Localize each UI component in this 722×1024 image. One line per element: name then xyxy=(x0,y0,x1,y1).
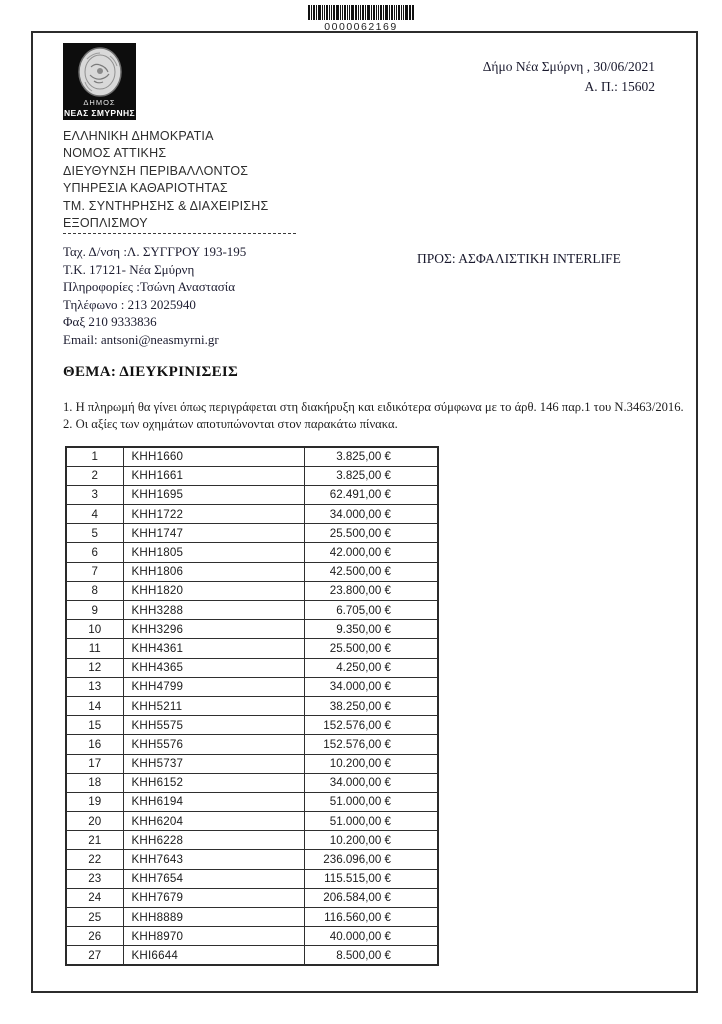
plate-cell: KHH5575 xyxy=(123,716,304,735)
agency-line: ΤΜ. ΣΥΝΤΗΡΗΣΗΣ & ΔΙΑΧΕΙΡΙΣΗΣ xyxy=(63,198,269,213)
plate-cell: KHH3296 xyxy=(123,620,304,639)
agency-line: ΝΟΜΟΣ ΑΤΤΙΚΗΣ xyxy=(63,146,167,161)
plate-cell: KHH1660 xyxy=(123,447,304,466)
table-row xyxy=(66,601,438,620)
row-number-cell: 1 xyxy=(66,447,123,466)
contact-info-block xyxy=(63,243,246,349)
plate-cell: KHH1695 xyxy=(123,485,304,504)
row-number-cell: 10 xyxy=(66,620,123,639)
value-cell: 236.096,00 € xyxy=(304,850,438,869)
row-number-cell: 7 xyxy=(66,562,123,581)
row-number-cell: 21 xyxy=(66,831,123,850)
barcode-number: 0000062169 xyxy=(324,21,398,33)
contact-line: Τ.Κ. 17121- Νέα Σμύρνη xyxy=(63,261,195,277)
table-row xyxy=(66,850,438,869)
row-number-cell: 19 xyxy=(66,792,123,811)
value-cell: 51.000,00 € xyxy=(304,812,438,831)
body-points xyxy=(63,399,695,433)
vehicle-values-table-body xyxy=(66,447,438,965)
row-number-cell: 13 xyxy=(66,677,123,696)
value-cell: 51.000,00 € xyxy=(304,792,438,811)
contact-line: Πληροφορίες :Τσώνη Αναστασία xyxy=(63,279,236,295)
table-row xyxy=(66,677,438,696)
value-cell: 34.000,00 € xyxy=(304,773,438,792)
value-cell: 206.584,00 € xyxy=(304,888,438,907)
logo-neas-smyrnis-text: ΝΕΑΣ ΣΜΥΡΝΗΣ xyxy=(63,108,136,118)
row-number-cell: 11 xyxy=(66,639,123,658)
contact-line: Email: antsoni@neasmyrni.gr xyxy=(63,331,219,347)
logo-demos-text: ΔΗΜΟΣ xyxy=(83,98,116,107)
value-cell: 42.000,00 € xyxy=(304,543,438,562)
row-number-cell: 6 xyxy=(66,543,123,562)
barcode-icon xyxy=(308,5,414,20)
contact-line: Φαξ 210 9333836 xyxy=(63,314,157,330)
row-number-cell: 14 xyxy=(66,696,123,715)
row-number-cell: 18 xyxy=(66,773,123,792)
plate-cell: KHH3288 xyxy=(123,601,304,620)
value-cell: 38.250,00 € xyxy=(304,696,438,715)
table-row xyxy=(66,581,438,600)
table-row xyxy=(66,543,438,562)
value-cell: 34.000,00 € xyxy=(304,505,438,524)
plate-cell: KHH4799 xyxy=(123,677,304,696)
row-number-cell: 23 xyxy=(66,869,123,888)
table-row xyxy=(66,696,438,715)
row-number-cell: 5 xyxy=(66,524,123,543)
row-number-cell: 12 xyxy=(66,658,123,677)
agency-line: ΕΞΟΠΛΙΣΜΟΥ xyxy=(63,216,148,231)
dashed-separator xyxy=(63,233,296,234)
value-cell: 42.500,00 € xyxy=(304,562,438,581)
value-cell: 4.250,00 € xyxy=(304,658,438,677)
table-row xyxy=(66,620,438,639)
date-protocol-block xyxy=(483,57,655,97)
value-cell: 8.500,00 € xyxy=(304,946,438,965)
plate-cell: KHH1806 xyxy=(123,562,304,581)
subject-line: ΘΕΜΑ: ΔΙΕΥΚΡΙΝΙΣΕΙΣ xyxy=(63,364,239,380)
table-row xyxy=(66,754,438,773)
table-row xyxy=(66,562,438,581)
body-point: 2. Οι αξίες των οχημάτων αποτυπώνονται στον παρακάτω πίνακα. xyxy=(63,417,398,431)
plate-cell: KHH1820 xyxy=(123,581,304,600)
table-row xyxy=(66,658,438,677)
table-row xyxy=(66,466,438,485)
value-cell: 62.491,00 € xyxy=(304,485,438,504)
table-row xyxy=(66,908,438,927)
table-row xyxy=(66,946,438,965)
value-cell: 34.000,00 € xyxy=(304,677,438,696)
row-number-cell: 26 xyxy=(66,927,123,946)
value-cell: 3.825,00 € xyxy=(304,466,438,485)
plate-cell: KHH7679 xyxy=(123,888,304,907)
plate-cell: KHH4361 xyxy=(123,639,304,658)
table-row xyxy=(66,792,438,811)
plate-cell: KHH1722 xyxy=(123,505,304,524)
date-line: Δήμο Νέα Σμύρνη , 30/06/2021 xyxy=(482,59,655,74)
contact-line: Τηλέφωνο : 213 2025940 xyxy=(63,296,196,312)
municipality-logo xyxy=(63,43,136,120)
plate-cell: KHH6228 xyxy=(123,831,304,850)
table-row xyxy=(66,639,438,658)
plate-cell: KHH4365 xyxy=(123,658,304,677)
value-cell: 10.200,00 € xyxy=(304,754,438,773)
agency-header-block xyxy=(63,128,268,232)
plate-cell: KHH1805 xyxy=(123,543,304,562)
table-row xyxy=(66,888,438,907)
plate-cell: KHH6152 xyxy=(123,773,304,792)
table-row xyxy=(66,812,438,831)
plate-cell: KHH7654 xyxy=(123,869,304,888)
row-number-cell: 17 xyxy=(66,754,123,773)
table-row xyxy=(66,831,438,850)
table-row xyxy=(66,485,438,504)
table-row xyxy=(66,524,438,543)
vehicle-values-table xyxy=(65,446,439,966)
value-cell: 152.576,00 € xyxy=(304,716,438,735)
row-number-cell: 16 xyxy=(66,735,123,754)
table-row xyxy=(66,505,438,524)
plate-cell: KHH5576 xyxy=(123,735,304,754)
plate-cell: KHH5737 xyxy=(123,754,304,773)
table-row xyxy=(66,716,438,735)
plate-cell: KHH8970 xyxy=(123,927,304,946)
row-number-cell: 24 xyxy=(66,888,123,907)
plate-cell: KHH1661 xyxy=(123,466,304,485)
row-number-cell: 4 xyxy=(66,505,123,524)
value-cell: 116.560,00 € xyxy=(304,908,438,927)
agency-line: ΥΠΗΡΕΣΙΑ ΚΑΘΑΡΙΟΤΗΤΑΣ xyxy=(63,181,228,196)
value-cell: 40.000,00 € xyxy=(304,927,438,946)
value-cell: 152.576,00 € xyxy=(304,735,438,754)
plate-cell: KHH6194 xyxy=(123,792,304,811)
plate-cell: KHH6204 xyxy=(123,812,304,831)
protocol-number: Α. Π.: 15602 xyxy=(584,79,655,94)
table-row xyxy=(66,773,438,792)
municipality-seal-icon xyxy=(77,47,123,97)
value-cell: 115.515,00 € xyxy=(304,869,438,888)
value-cell: 10.200,00 € xyxy=(304,831,438,850)
table-row xyxy=(66,735,438,754)
value-cell: 25.500,00 € xyxy=(304,639,438,658)
value-cell: 9.350,00 € xyxy=(304,620,438,639)
plate-cell: KHI6644 xyxy=(123,946,304,965)
row-number-cell: 22 xyxy=(66,850,123,869)
plate-cell: KHH5211 xyxy=(123,696,304,715)
body-point: 1. Η πληρωμή θα γίνει όπως περιγράφεται στη διακήρυξη και ειδικότερα σύμφωνα με το άρθ. 146 παρ.1 του Ν.3463/2016. xyxy=(63,400,684,414)
value-cell: 6.705,00 € xyxy=(304,601,438,620)
agency-line: ΕΛΛΗΝΙΚΗ ΔΗΜΟΚΡΑΤΙΑ xyxy=(63,129,214,143)
recipient-line: ΠΡΟΣ: ΑΣΦΑΛΙΣΤΙΚΗ INTERLIFE xyxy=(417,251,621,266)
row-number-cell: 27 xyxy=(66,946,123,965)
agency-line: ΔΙΕΥΘΥΝΣΗ ΠΕΡΙΒΑΛΛΟΝΤΟΣ xyxy=(63,163,249,178)
value-cell: 3.825,00 € xyxy=(304,447,438,466)
row-number-cell: 2 xyxy=(66,466,123,485)
plate-cell: KHH7643 xyxy=(123,850,304,869)
table-row xyxy=(66,927,438,946)
row-number-cell: 15 xyxy=(66,716,123,735)
value-cell: 25.500,00 € xyxy=(304,524,438,543)
table-row xyxy=(66,447,438,466)
table-row xyxy=(66,869,438,888)
row-number-cell: 9 xyxy=(66,601,123,620)
row-number-cell: 3 xyxy=(66,485,123,504)
barcode xyxy=(300,5,422,33)
plate-cell: KHH1747 xyxy=(123,524,304,543)
row-number-cell: 8 xyxy=(66,581,123,600)
contact-line: Ταχ. Δ/νση :Λ. ΣΥΓΓΡΟΥ 193-195 xyxy=(63,244,247,259)
row-number-cell: 25 xyxy=(66,908,123,927)
value-cell: 23.800,00 € xyxy=(304,581,438,600)
row-number-cell: 20 xyxy=(66,812,123,831)
plate-cell: KHH8889 xyxy=(123,908,304,927)
